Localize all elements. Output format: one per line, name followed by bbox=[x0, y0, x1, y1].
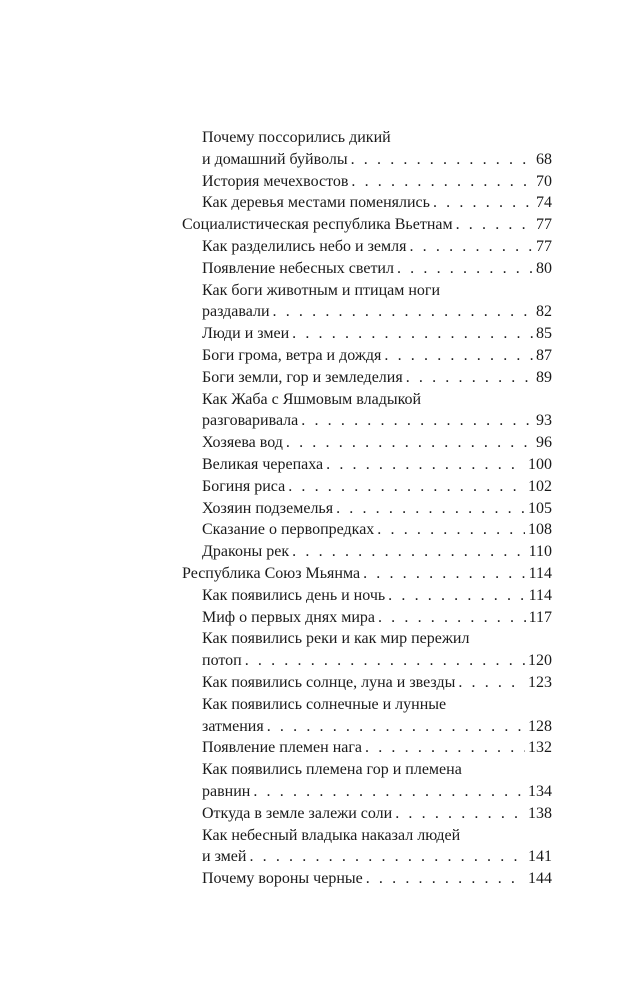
toc-entry bbox=[182, 476, 552, 498]
toc-entry-line bbox=[202, 323, 552, 345]
toc-page-number: 68 bbox=[536, 150, 552, 168]
toc-page-number: 110 bbox=[528, 543, 552, 561]
toc-entry-line bbox=[202, 410, 552, 432]
toc-page-number: 141 bbox=[528, 848, 552, 866]
toc-entry-line bbox=[202, 149, 552, 171]
toc-page-number: 82 bbox=[536, 303, 552, 321]
dot-leader bbox=[351, 149, 533, 171]
toc-entry-line bbox=[202, 803, 552, 825]
toc-entry-line bbox=[202, 585, 552, 607]
toc-page-number: 80 bbox=[536, 259, 552, 277]
dot-leader bbox=[351, 171, 533, 193]
toc-page-number: 74 bbox=[536, 194, 552, 212]
dot-leader bbox=[336, 498, 525, 520]
toc-entry-line bbox=[202, 476, 552, 498]
toc-entry-line bbox=[202, 607, 552, 629]
dot-leader bbox=[365, 737, 525, 759]
toc-page-number: 128 bbox=[528, 717, 552, 735]
toc-entry bbox=[182, 323, 552, 345]
toc-entry-title: Как небесный владыка наказал людей bbox=[202, 826, 461, 844]
toc-entry bbox=[182, 192, 552, 214]
toc-entry bbox=[182, 868, 552, 890]
toc-page-number: 117 bbox=[528, 608, 552, 626]
toc-entry-title: Сказание о первопредках bbox=[202, 521, 375, 539]
toc-entry bbox=[182, 759, 552, 803]
toc-page-number: 120 bbox=[528, 652, 552, 670]
toc-entry-line bbox=[202, 171, 552, 193]
toc-entry-title: равнин bbox=[202, 782, 251, 800]
toc-entry bbox=[182, 127, 552, 171]
dot-leader bbox=[388, 585, 525, 607]
toc-entry-title: разговаривала bbox=[202, 412, 299, 430]
toc-entry-title: Появление небесных светил bbox=[202, 259, 394, 277]
dot-leader bbox=[406, 367, 533, 389]
table-of-contents bbox=[182, 127, 552, 890]
toc-section-entry bbox=[182, 214, 552, 236]
toc-entry-title: и домашний буйволы bbox=[202, 150, 348, 168]
toc-entry-line bbox=[202, 759, 552, 781]
toc-page-number: 144 bbox=[528, 870, 552, 888]
toc-entry-line bbox=[202, 694, 552, 716]
toc-entry-line bbox=[202, 301, 552, 323]
toc-entry bbox=[182, 585, 552, 607]
toc-entry-title: Как разделились небо и земля bbox=[202, 237, 407, 255]
dot-leader bbox=[377, 519, 525, 541]
toc-entry-title: раздавали bbox=[202, 303, 270, 321]
toc-entry-line bbox=[202, 498, 552, 520]
toc-page-number: 89 bbox=[536, 368, 552, 386]
toc-entry bbox=[182, 825, 552, 869]
toc-entry bbox=[182, 280, 552, 324]
toc-page-number: 108 bbox=[528, 521, 552, 539]
toc-entry-line bbox=[182, 214, 552, 236]
toc-entry bbox=[182, 694, 552, 738]
dot-leader bbox=[301, 410, 533, 432]
toc-entry-title: Миф о первых днях мира bbox=[202, 608, 375, 626]
toc-entry-title: Как деревья местами поменялись bbox=[202, 194, 430, 212]
toc-page-number: 85 bbox=[536, 325, 552, 343]
toc-entry bbox=[182, 454, 552, 476]
toc-page-number: 77 bbox=[536, 216, 552, 234]
toc-entry-title: затмения bbox=[202, 717, 264, 735]
toc-entry bbox=[182, 345, 552, 367]
toc-entry-title: Почему поссорились дикий bbox=[202, 129, 391, 146]
toc-entry-title: Социалистическая республика Вьетнам bbox=[182, 216, 453, 234]
toc-page-number: 114 bbox=[528, 586, 552, 604]
dot-leader bbox=[366, 868, 525, 890]
toc-entry-title: Драконы рек bbox=[202, 543, 290, 561]
toc-entry-title: Хозяин подземелья bbox=[202, 499, 334, 517]
toc-page-number: 100 bbox=[528, 455, 552, 473]
toc-entry bbox=[182, 258, 552, 280]
toc-entry bbox=[182, 498, 552, 520]
toc-entry-line bbox=[202, 672, 552, 694]
toc-entry bbox=[182, 541, 552, 563]
dot-leader bbox=[397, 258, 533, 280]
toc-entry-title: Появление племен нага bbox=[202, 739, 363, 757]
toc-entry-line bbox=[202, 454, 552, 476]
toc-page-number: 77 bbox=[536, 237, 552, 255]
toc-entry-line bbox=[202, 432, 552, 454]
toc-entry-line bbox=[202, 868, 552, 890]
toc-page-number: 138 bbox=[528, 804, 552, 822]
toc-entry bbox=[182, 737, 552, 759]
toc-entry-title: Боги грома, ветра и дождя bbox=[202, 346, 382, 364]
toc-entry-title: Республика Союз Мьянма bbox=[182, 564, 361, 582]
toc-entry-title: Люди и змеи bbox=[202, 325, 290, 343]
toc-entry-title: Хозяева вод bbox=[202, 434, 283, 452]
toc-entry-line bbox=[202, 628, 552, 650]
toc-entry bbox=[182, 367, 552, 389]
toc-entry bbox=[182, 432, 552, 454]
toc-page-number: 102 bbox=[528, 477, 552, 495]
toc-entry-line bbox=[202, 737, 552, 759]
toc-section-entry bbox=[182, 563, 552, 585]
toc-entry-line bbox=[202, 716, 552, 738]
dot-leader bbox=[253, 781, 525, 803]
dot-leader bbox=[267, 716, 525, 738]
toc-entry-title: Богиня риса bbox=[202, 477, 286, 495]
dot-leader bbox=[286, 432, 533, 454]
toc-entry bbox=[182, 389, 552, 433]
toc-entry-title: Как Жаба с Яшмовым владыкой bbox=[202, 390, 422, 408]
toc-entry-line bbox=[202, 389, 552, 411]
dot-leader bbox=[273, 301, 533, 323]
dot-leader bbox=[433, 192, 533, 214]
toc-page-number: 93 bbox=[536, 412, 552, 430]
toc-entry-title: Как боги животным и птицам ноги bbox=[202, 281, 441, 299]
toc-entry-line bbox=[202, 541, 552, 563]
toc-entry bbox=[182, 672, 552, 694]
dot-leader bbox=[288, 476, 525, 498]
toc-entry-line bbox=[202, 846, 552, 868]
dot-leader bbox=[378, 607, 526, 629]
toc-entry-title: Боги земли, гор и земледелия bbox=[202, 368, 403, 386]
toc-page-number: 96 bbox=[536, 434, 552, 452]
toc-entry-title: Великая черепаха bbox=[202, 455, 324, 473]
toc-entry-line bbox=[202, 367, 552, 389]
toc-page-number: 123 bbox=[528, 673, 552, 691]
toc-entry-title: История мечехвостов bbox=[202, 172, 349, 190]
dot-leader bbox=[245, 650, 525, 672]
dot-leader bbox=[326, 454, 525, 476]
toc-entry-title: Откуда в земле залежи соли bbox=[202, 804, 393, 822]
dot-leader bbox=[458, 672, 525, 694]
dot-leader bbox=[363, 563, 526, 585]
toc-entry bbox=[182, 803, 552, 825]
dot-leader bbox=[409, 236, 533, 258]
toc-entry-line bbox=[202, 781, 552, 803]
toc-entry-title: Почему вороны черные bbox=[202, 870, 363, 888]
toc-page-number: 105 bbox=[528, 499, 552, 517]
toc-entry-line bbox=[202, 258, 552, 280]
dot-leader bbox=[456, 214, 533, 236]
toc-entry-title: и змей bbox=[202, 848, 247, 866]
toc-entry-title: потоп bbox=[202, 652, 242, 670]
toc-entry-line bbox=[202, 519, 552, 541]
toc-page-number: 114 bbox=[528, 564, 552, 582]
toc-entry bbox=[182, 607, 552, 629]
toc-entry bbox=[182, 628, 552, 672]
dot-leader bbox=[292, 323, 533, 345]
dot-leader bbox=[384, 345, 533, 367]
toc-entry-line bbox=[182, 563, 552, 585]
toc-entry-title: Как появились солнце, луна и звезды bbox=[202, 673, 456, 691]
dot-leader bbox=[292, 541, 525, 563]
toc-page-number: 132 bbox=[528, 739, 552, 757]
toc-entry-line bbox=[202, 280, 552, 302]
dot-leader bbox=[249, 846, 525, 868]
toc-page-number: 87 bbox=[536, 346, 552, 364]
toc-entry-line bbox=[202, 825, 552, 847]
toc-entry-line bbox=[202, 127, 552, 149]
toc-entry bbox=[182, 171, 552, 193]
toc-entry bbox=[182, 236, 552, 258]
toc-page-number: 134 bbox=[528, 782, 552, 800]
toc-entry-title: Как появились реки и как мир пережил bbox=[202, 630, 470, 648]
toc-entry-line bbox=[202, 192, 552, 214]
toc-entry-title: Как появились солнечные и лунные bbox=[202, 695, 447, 713]
toc-page-number: 70 bbox=[536, 172, 552, 190]
dot-leader bbox=[395, 803, 525, 825]
toc-entry-line bbox=[202, 236, 552, 258]
toc-entry bbox=[182, 519, 552, 541]
toc-entry-line bbox=[202, 650, 552, 672]
toc-entry-title: Как появились племена гор и племена bbox=[202, 761, 462, 779]
toc-entry-title: Как появились день и ночь bbox=[202, 586, 386, 604]
toc-entry-line bbox=[202, 345, 552, 367]
